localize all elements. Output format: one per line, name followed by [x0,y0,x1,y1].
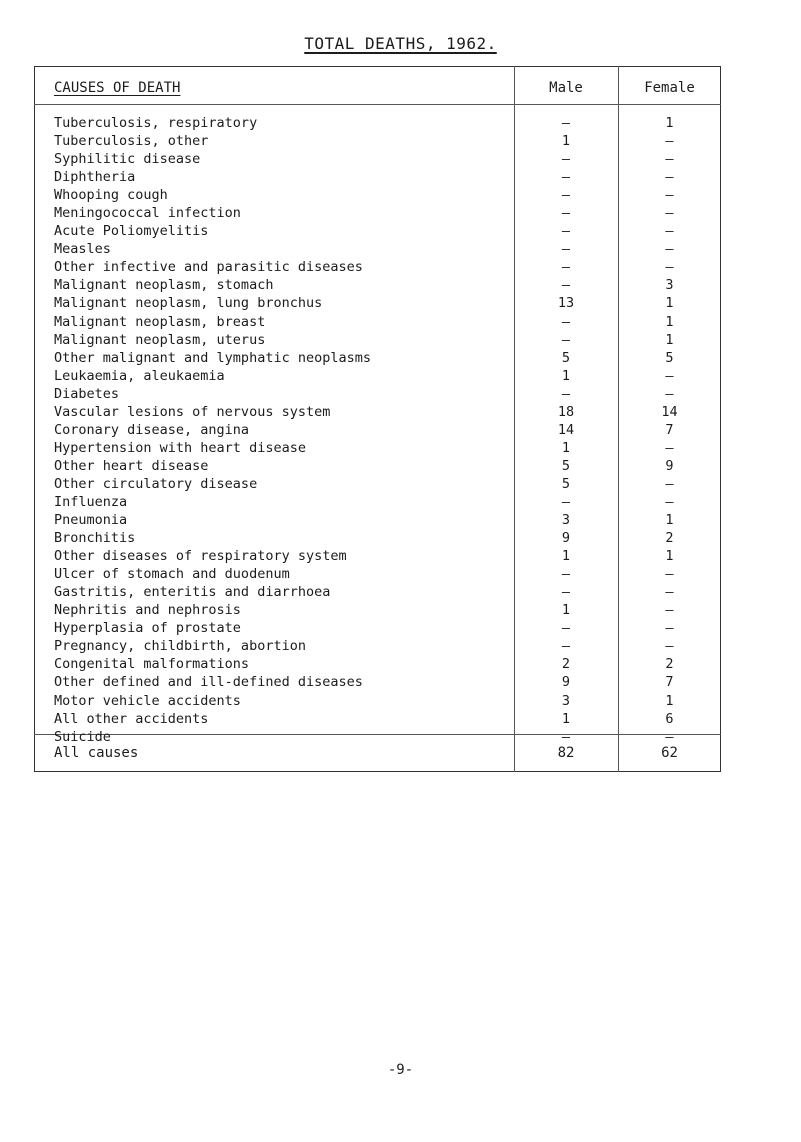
table-row [34,150,721,168]
male-count: — [561,584,571,601]
cause-cell: Motor vehicle accidents [54,692,241,709]
female-count: — [665,728,674,745]
female-count: — [665,602,674,619]
male-count: — [561,205,571,222]
female-count: 7 [665,674,674,691]
male-count: — [561,638,571,655]
female-count: 1 [665,295,674,312]
cause-cell: Bronchitis [54,530,136,547]
male-count: — [561,187,571,204]
table-row [34,403,721,421]
female-count: 1 [665,331,674,348]
table-row [34,294,721,312]
table-row [34,457,721,475]
female-count: — [665,187,674,204]
table-row [34,692,721,710]
page-title: TOTAL DEATHS, 1962. [304,34,497,53]
cause-cell: Coronary disease, angina [54,421,250,438]
cause-cell: Acute Poliomyelitis [54,223,209,240]
male-count: — [561,223,571,240]
male-count: — [561,241,571,258]
female-count: — [665,566,674,583]
cause-cell: Ulcer of stomach and duodenum [54,566,290,583]
cause-cell: Hyperplasia of prostate [54,620,241,637]
cause-cell: Diphtheria [54,169,136,186]
male-count: 5 [561,457,571,474]
table-row [34,493,721,511]
male-count: 13 [557,295,575,312]
cause-cell: Nephritis and nephrosis [54,602,241,619]
cause-cell: Diabetes [54,385,120,402]
female-count: — [665,205,674,222]
cause-cell: Meningococcal infection [54,205,241,222]
female-count: — [665,385,674,402]
female-count: — [665,151,674,168]
table-row [34,439,721,457]
total-female: 62 [661,745,678,761]
cause-cell: All other accidents [54,710,209,727]
female-count: — [665,638,674,655]
table-row [34,475,721,493]
female-count: — [665,169,674,186]
male-count: 3 [561,512,571,529]
cause-cell: Hypertension with heart disease [54,439,306,456]
table-row [34,547,721,565]
female-count: 1 [665,548,674,565]
cause-cell: Measles [54,241,111,258]
male-count: 5 [561,475,571,492]
cause-cell: Other circulatory disease [54,475,258,492]
cause-cell: Other infective and parasitic diseases [54,259,363,276]
header-male: Male [549,80,583,96]
male-count: 9 [561,674,571,691]
table-row [34,331,721,349]
table-row [34,601,721,619]
cause-cell: Influenza [54,493,128,510]
table-row [34,619,721,637]
male-count: 9 [561,530,571,547]
male-count: — [561,566,571,583]
male-count: 3 [561,692,571,709]
female-count: 14 [661,403,678,420]
cause-cell: Tuberculosis, respiratory [54,115,258,131]
male-count: 14 [557,421,575,438]
header-causes: CAUSES OF DEATH [54,80,181,96]
cause-cell: Pregnancy, childbirth, abortion [54,638,306,655]
male-count: — [561,313,571,330]
table-row [34,313,721,331]
male-count: 1 [561,439,571,456]
male-count: — [561,277,571,294]
cause-cell: Other malignant and lymphatic neoplasms [54,349,371,366]
male-count: 1 [561,133,571,150]
female-count: 1 [665,313,674,330]
cause-cell: Syphilitic disease [54,151,201,168]
cause-cell: Other defined and ill-defined diseases [54,674,363,691]
table-row [34,511,721,529]
male-count: — [561,385,571,402]
female-count: — [665,367,674,384]
male-count: — [561,620,571,637]
cause-cell: Congenital malformations [54,656,250,673]
male-count: 18 [557,403,575,420]
table-row [34,655,721,673]
table-row [34,349,721,367]
male-count: 1 [561,367,571,384]
table-body [34,114,721,746]
cause-cell: Suicide [54,728,111,745]
male-count: 1 [561,548,571,565]
header-divider [34,104,721,105]
female-count: — [665,439,674,456]
female-count: 1 [665,512,674,529]
male-count: 5 [561,349,571,366]
male-count: — [561,151,571,168]
cause-cell: Vascular lesions of nervous system [54,403,331,420]
female-count: 7 [665,421,674,438]
female-count: — [665,620,674,637]
total-label: All causes [54,745,139,761]
table-row [34,637,721,655]
cause-cell: Whooping cough [54,187,168,204]
cause-cell: Malignant neoplasm, stomach [54,277,274,294]
cause-cell: Tuberculosis, other [54,133,209,150]
male-count: 2 [561,656,571,673]
table-row [34,728,721,746]
table-row [34,385,721,403]
female-count: 1 [665,115,674,131]
female-count: — [665,133,674,150]
male-count: — [561,728,571,745]
cause-cell: Pneumonia [54,512,128,529]
male-count: — [561,331,571,348]
female-count: 2 [665,656,674,673]
table-row [34,673,721,691]
cause-cell: Malignant neoplasm, breast [54,313,266,330]
female-count: 3 [665,277,674,294]
table-row [34,710,721,728]
cause-cell: Gastritis, enteritis and diarrhoea [54,584,331,601]
male-count: — [561,115,571,131]
male-count: 1 [561,602,571,619]
table-row [34,367,721,385]
table-row [34,529,721,547]
table-row [34,186,721,204]
female-count: — [665,259,674,276]
female-count: 1 [665,692,674,709]
table-row [34,114,721,132]
table-row [34,168,721,186]
male-count: — [561,259,571,276]
female-count: 5 [665,349,674,366]
cause-cell: Other heart disease [54,457,209,474]
female-count: — [665,584,674,601]
table-row [34,204,721,222]
male-count: 1 [561,710,571,727]
table-row [34,421,721,439]
total-male: 82 [557,745,575,761]
female-count: — [665,241,674,258]
header-female: Female [644,80,695,96]
table-row [34,276,721,294]
table-row [34,258,721,276]
cause-cell: Other diseases of respiratory system [54,548,347,565]
page-number: -9- [387,1062,414,1078]
female-count: 9 [665,457,674,474]
cause-cell: Malignant neoplasm, uterus [54,331,266,348]
table-row [34,565,721,583]
table-row [34,583,721,601]
male-count: — [561,169,571,186]
female-count: — [665,475,674,492]
female-count: — [665,223,674,240]
cause-cell: Malignant neoplasm, lung bronchus [54,295,323,312]
table-row [34,132,721,150]
male-count: — [561,493,571,510]
table-row [34,222,721,240]
table-row [34,240,721,258]
female-count: 2 [665,530,674,547]
cause-cell: Leukaemia, aleukaemia [54,367,225,384]
female-count: — [665,493,674,510]
female-count: 6 [665,710,674,727]
